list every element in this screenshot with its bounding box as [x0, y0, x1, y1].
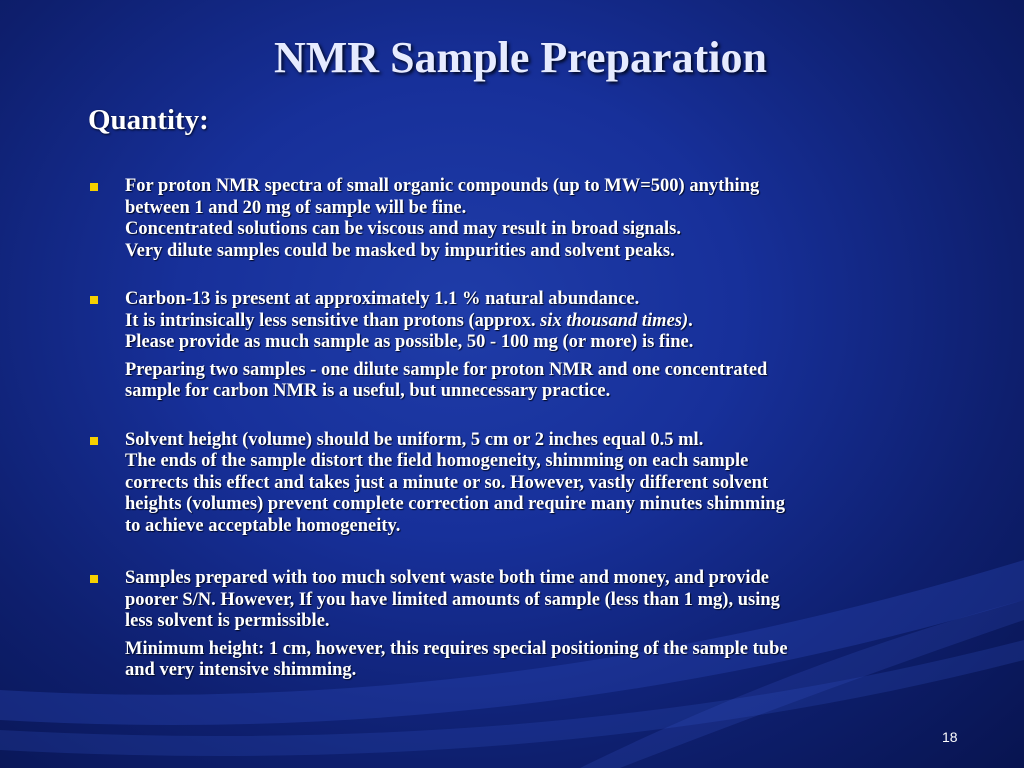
sensitivity-prefix: It is intrinsically less sensitive than protons (approx. — [125, 310, 541, 331]
bullet-line: Preparing two samples - one dilute sample for proton NMR and one concentrated — [125, 359, 768, 380]
bullet-line: Very dilute samples could be masked by impurities and solvent peaks. — [125, 240, 675, 261]
bullet-line: The ends of the sample distort the field homogeneity, shimming on each sample — [125, 451, 749, 471]
bullet-square-icon — [90, 437, 98, 445]
slide-title: NMR Sample Preparation — [274, 33, 767, 82]
bullet-line: Please provide as much sample as possible, 50 - 100 mg (or more) is fine. — [125, 332, 694, 352]
bullet-line: between 1 and 20 mg of sample will be fine. — [125, 197, 467, 218]
bullet-item-carbon — [88, 289, 948, 403]
bullet-line: Concentrated solutions can be viscous and may result in broad signals. — [125, 219, 681, 239]
bullet-list — [88, 176, 948, 682]
bullet-line: Carbon-13 is present at approximately 1.1 % natural abundance. — [125, 289, 640, 309]
bullet-line: heights (volumes) prevent complete correction and require many minutes shimming — [125, 494, 785, 514]
bullet-item-proton — [88, 176, 948, 262]
bullet-line: Samples prepared with too much solvent waste both time and money, and provide — [125, 568, 769, 588]
bullet-square-icon — [90, 183, 98, 191]
bullet-square-icon — [90, 575, 98, 583]
bullet-line: Solvent height (volume) should be uniform, 5 cm or 2 inches equal 0.5 ml. — [125, 429, 704, 450]
bullet-line: less solvent is permissible. — [125, 611, 330, 631]
bullet-line: corrects this effect and takes just a minute or so. However, vastly different solvent — [125, 472, 769, 493]
bullet-item-solvent-height — [88, 430, 948, 538]
bullet-line: and very intensive shimming. — [125, 660, 357, 680]
bullet-line-sensitivity — [125, 311, 948, 333]
sensitivity-emphasis: six thousand times) — [540, 310, 689, 331]
bullet-line: sample for carbon NMR is a useful, but unnecessary practice. — [125, 381, 611, 401]
page-number: 18 — [942, 729, 958, 745]
bullet-square-icon — [90, 296, 98, 304]
bullet-line: poorer S/N. However, If you have limited amounts of sample (less than 1 mg), using — [125, 589, 780, 610]
bullet-paragraph — [125, 360, 948, 403]
sensitivity-suffix: . — [688, 310, 693, 331]
bullet-line: For proton NMR spectra of small organic compounds (up to MW=500) anything — [125, 176, 760, 196]
bullet-line: to achieve acceptable homogeneity. — [125, 515, 401, 536]
bullet-item-solvent-amount — [88, 568, 948, 682]
slide-subtitle: Quantity: — [88, 104, 209, 136]
bullet-line: Minimum height: 1 cm, however, this requires special positioning of the sample tube — [125, 638, 788, 659]
bullet-paragraph — [125, 639, 948, 682]
